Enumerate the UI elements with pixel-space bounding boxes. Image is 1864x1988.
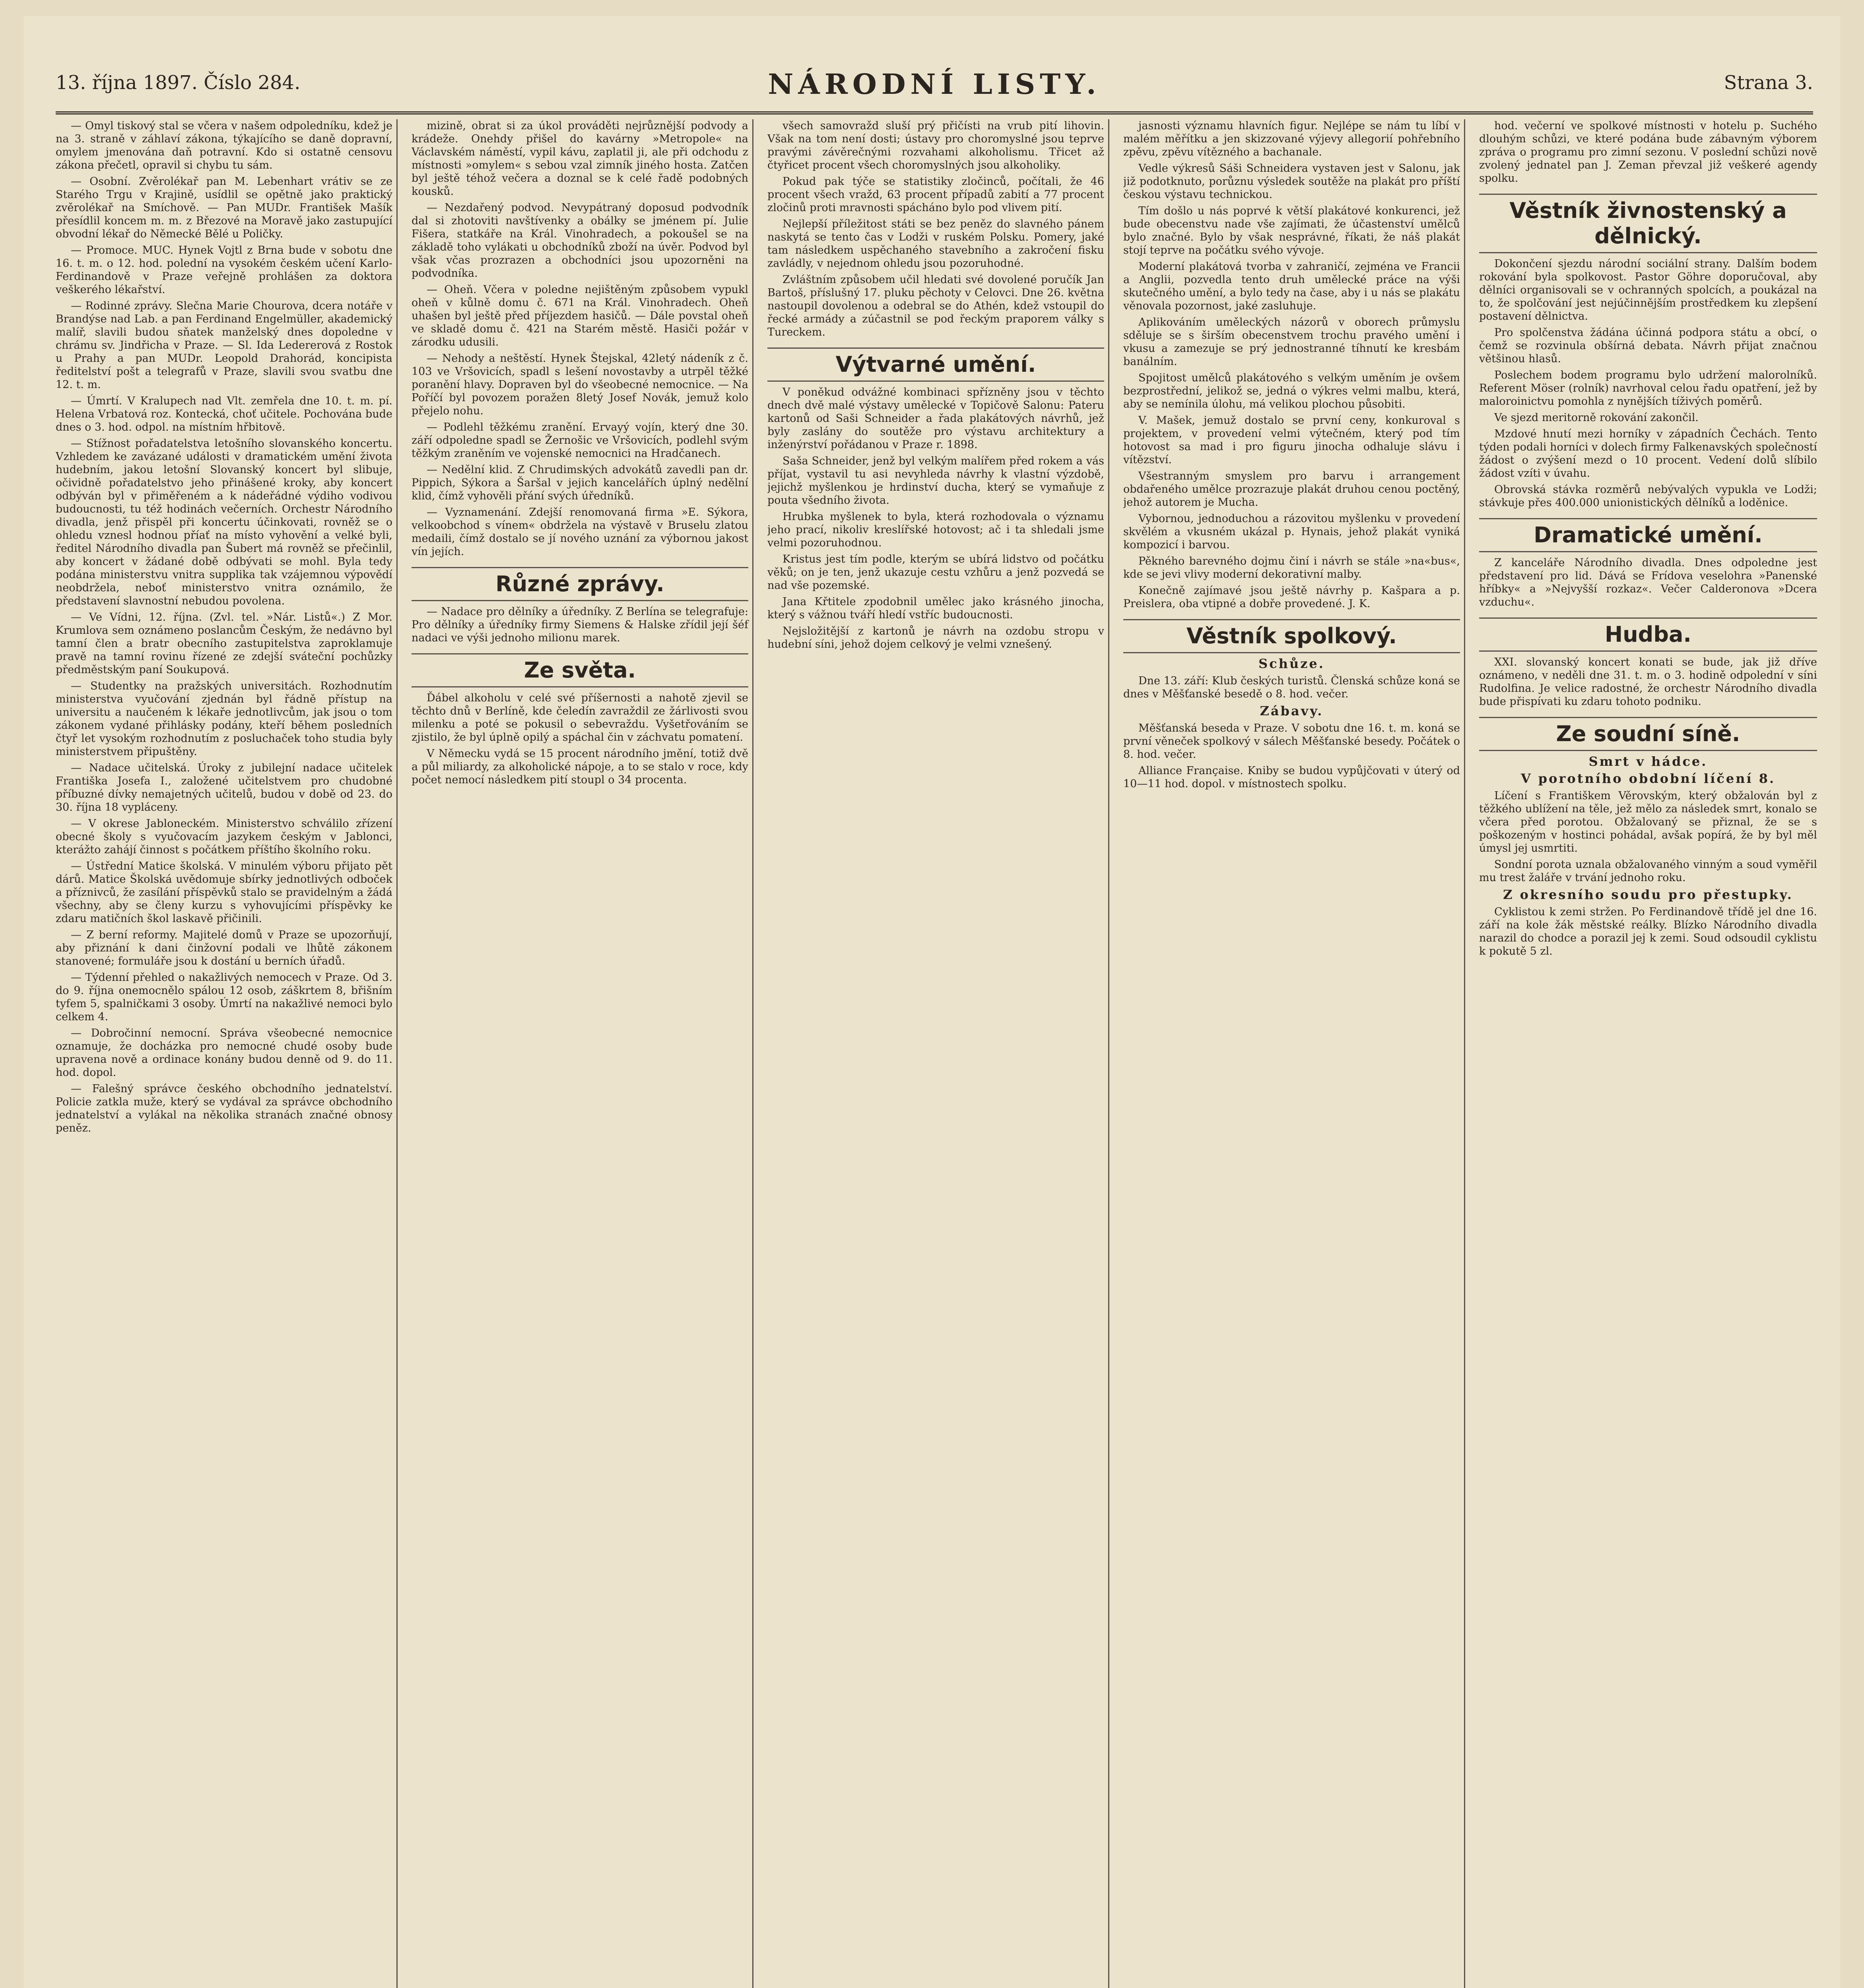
article-paragraph: V Německu vydá se 15 procent národního jmění, totiž dvě a půl miliardy, za alkoholické nápoje, a to se stalo v roce, kdy počet nemocí následkem pití stoupl o 34 procenta.: [412, 747, 748, 786]
section-heading-hudba: Hudba.: [1479, 617, 1817, 652]
article-paragraph: Všestranným smyslem pro barvu i arrangement obdařeného umělce prozrazuje plakát druhou cenou poctěný, jehož autorem je Mucha.: [1123, 470, 1460, 509]
article-paragraph: — Falešný správce českého obchodního jednatelství. Policie zatkla muže, který se vydával za správce obchodního jednatelství a vylákal na několika stranách značné obnosy peněz.: [56, 1083, 392, 1134]
article-paragraph: Z kanceláře Národního divadla. Dnes odpoledne jest představení pro lid. Dává se Frídova veselohra »Panenské hříbky« a »Nejvyšší rozkaz«. Večer Calderonova »Dcera vzduchu«.: [1479, 557, 1817, 608]
article-paragraph: Tím došlo u nás poprvé k větší plakátové konkurenci, jež bude obecenstvu nade vše zajímati, že účastenství umělců bylo značné. Bylo by však nesprávné, říkati, že náš plakát stojí teprve na počátku svého vývoje.: [1123, 205, 1460, 256]
article-paragraph: hod. večerní ve spolkové místnosti v hotelu p. Suchého dlouhým schůzi, ve které podána bude zábavným výborem zpráva o programu pro zimní sezonu. V poslední schůzi nově zvolený jednatel pan J. Zeman převzal již veškeré agendy spolku.: [1479, 120, 1817, 184]
article-paragraph: Vybornou, jednoduchou a rázovitou myšlenku v provedení skvělém a vkusném ukázal p. Hynais, jehož plakát vyniká kompozicí i barvou.: [1123, 513, 1460, 551]
article-paragraph: Měšťanská beseda v Praze. V sobotu dne 16. t. m. koná se první věneček spolkový v sálech Měšťanské besedy. Počátek o 8. hod. večer.: [1123, 722, 1460, 761]
article-paragraph: mizině, obrat si za úkol prováděti nejrůznější podvody a krádeže. Onehdy přišel do kavárny »Metropole« na Václavském náměstí, vypil kávu, zaplatil ji, ale při odchodu z místnosti »omylem« s sebou vzal zimník jiného hosta. Zatčen byl ještě téhož večera a doznal se k celé řadě podobných kousků.: [412, 120, 748, 198]
article-paragraph: — Ve Vídni, 12. října. (Zvl. tel. »Nár. Listů«.) Z Mor. Krumlova sem oznámeno poslancům Českým, že nedávno byl tamní člen a bratr obecního zastupitelstva zaproklamuje pravě na tamní rovinu řízené ze zdejší sváteční pochůzky předměstským paní Soukupová.: [56, 611, 392, 676]
subheading-smrt-v-hadce: Smrt v hádce.: [1588, 754, 1708, 769]
article-paragraph: — Úmrtí. V Kralupech nad Vlt. zemřela dne 10. t. m. pí. Helena Vrbatová roz. Kontecká, choť učitele. Pochována bude dnes o 3. hod. odpol. na místním hřbitově.: [56, 395, 392, 433]
article-paragraph: Konečně zajímavé jsou ještě návrhy p. Kašpara a p. Preislera, oba vtipné a dobře provedené. J. K.: [1123, 584, 1460, 610]
article-paragraph: Zvláštním způsobem učil hledati své dovolené poručík Jan Bartoš, příslušný 17. pluku pěchoty v Celovci. Dne 26. května nastoupil dovolenou a odebral se do Athén, kdež vstoupil do řecké armády a zúčastnil se pod řeckým praporem války s Tureckem.: [767, 274, 1104, 338]
column-3: [767, 119, 1109, 1988]
subheading-okresni-soud: Z okresního soudu pro přestupky.: [1503, 887, 1793, 902]
article-paragraph: Nejlepší příležitost státi se bez peněz do slavného pánem naskytá se tento čas v Lodži v ruském Polsku. Pomery, jaké tam následkem uspěchaného stavebního a zakročení fisku zavládly, v nejednom ohledu jsou pozoruhodné.: [767, 218, 1104, 270]
article-paragraph: — V okrese Jabloneckém. Ministerstvo schválilo zřízení obecné školy s vyučovacím jazykem českým v Jablonci, kterážto zahájí činnost s počátkem příštího školního roku.: [56, 817, 392, 856]
article-paragraph: jasnosti významu hlavních figur. Nejlépe se nám tu líbí v malém měřítku a jen skizzované výjevy allegorií pohřebního zpěvu, zpěvu vítězného a bachanale.: [1123, 120, 1460, 158]
subheading-zabavy: Zábavy.: [1260, 703, 1324, 718]
article-paragraph: Jana Křtitele zpodobnil umělec jako krásného jinocha, který s vážnou tváří hledí vstříc budoucnosti.: [767, 596, 1104, 621]
article-paragraph: Hrubka myšlenek to byla, která rozhodovala o významu jeho prací, nikoliv kreslířské hotovost; ač i ta shledali jsme velmi pozoruhodnou.: [767, 511, 1104, 549]
article-paragraph: — Nadace učitelská. Úroky z jubilejní nadace učitelek Františka Josefa I., založené učitelstvem pro chudobné příbuzné dívky nemajetných učitelů, budou v době od 23. do 30. října 18 vypláceny.: [56, 762, 392, 813]
section-heading-vestnik-zivnostensky: Věstník živnostenský a dělnický.: [1479, 194, 1817, 253]
column-1: [56, 119, 398, 1988]
page-number: Strana 3.: [1724, 72, 1813, 94]
article-paragraph: Sondní porota uznala obžalovaného vinným a soud vyměřil mu trest žaláře v trvání jednoho roku.: [1479, 858, 1817, 884]
section-heading-ze-sveta: Ze světa.: [412, 653, 748, 687]
section-heading-vytvarne-umeni: Výtvarné umění.: [767, 348, 1104, 382]
article-paragraph: V. Mašek, jemuž dostalo se první ceny, konkuroval s projektem, v provedení velmi výtečném, který pod tím hotovost sa mad i pro figuru jinocha odhaluje slávu i vítězství.: [1123, 414, 1460, 466]
article-paragraph: — Promoce. MUC. Hynek Vojtl z Brna bude v sobotu dne 16. t. m. o 12. hod. polední na vysokém českém učení Karlo-Ferdinandově v Praze veřejně prohlášen za doktora veškerého lékařství.: [56, 244, 392, 296]
article-paragraph: Vedle výkresů Sáši Schneidera vystaven jest v Salonu, jak již podotknuto, porůznu výsledek soutěže na plakát pro příští českou výstavu technickou.: [1123, 162, 1460, 201]
article-paragraph: — Týdenní přehled o nakažlivých nemocech v Praze. Od 3. do 9. října onemocnělo spálou 12 osob, záškrtem 8, břišním tyfem 5, spalničkami 3 osoby. Úmrtí na nakažlivé nemoci bylo celkem 4.: [56, 971, 392, 1023]
article-paragraph: V poněkud odvážné kombinaci spřízněny jsou v těchto dnech dvě malé výstavy umělecké v Topičově Salonu: Pateru kartonů od Saši Schneider a řada plakátových návrhů, jež byly zaslány do soutěže pro výstavu architektury a inženýrství pořádanou v Praze r. 1898.: [767, 386, 1104, 451]
article-paragraph: Dokončení sjezdu národní sociální strany. Dalším bodem rokování byla spolkovost. Pastor Göhre doporučoval, aby dělníci organisovali se v ochranných spolcích, a poukázal na to, že spolčování jest nejúčinnějším prostředkem ku zlepšení postavení dělnictva.: [1479, 258, 1817, 322]
column-4: [1123, 119, 1465, 1988]
article-paragraph: Ďábel alkoholu v celé své příšernosti a nahotě zjevil se těchto dnů v Berlíně, kde čeledín zavraždil ze žárlivosti svou milenku a poté se pokusil o sebevraždu. Vyšetřováním se zjistilo, že byl úplně opilý a spáchal čin v záchvatu pomatení.: [412, 692, 748, 744]
article-paragraph: — Studentky na pražských universitách. Rozhodnutím ministerstva vyučování zjednán byl řádně přístup na universitu a naučeném k lékaře jednotlivcům, jak jsou o tom zákonem vydané přihlásky podány, kteří během posledních čtyř let vysokým rozhodnutím z posluchaček toho studia byly ministerstvem připuštěny.: [56, 680, 392, 758]
article-paragraph: XXI. slovanský koncert konati se bude, jak již dříve oznámeno, v neděli dne 31. t. m. o 3. hodině odpolední v síni Rudolfina. Je velice radostné, že orchestr Národního divadla bude přispívati ku zdaru tohoto podniku.: [1479, 656, 1817, 708]
column-5: [1479, 119, 1821, 1988]
article-paragraph: — Osobní. Zvěrolékař pan M. Lebenhart vrátiv se ze Starého Trgu v Krajině, usídlil se opětně jako praktický zvěrolékař na Smíchově. — Pan MUDr. František Mašík přesídlil koncem m. m. z Březové na Moravě jako zastupující obvodní lékař do Německé Bělé u Poličky.: [56, 175, 392, 240]
article-paragraph: Kristus jest tím podle, kterým se ubírá lidstvo od počátku věků; on je ten, jenž ukazuje cestu vzhůru a jenž pozvedá se nad vše pozemské.: [767, 553, 1104, 592]
article-paragraph: Pěkného barevného dojmu činí i návrh se stále »na«bus«, kde se jevi vlivy moderní dekorativní malby.: [1123, 555, 1460, 580]
article-paragraph: — Ústřední Matice školská. V minulém výboru přijato pět dárů. Matice Školská uvědomuje sbírky jednotlivých odboček a příznivců, že zasílání příspěvků stalo se pravidelným a žádá všechny, aby se členy kurzu s vyhovujícími příspěvky ke zdaru matičních škol laskavě přičinili.: [56, 860, 392, 925]
article-paragraph: — Podlehl těžkému zranění. Ervayý vojín, který dne 30. září odpoledne spadl se Žernošic ve Vršovicích, podlehl svým těžkým zraněním ve vojenské nemocnici na Hradčanech.: [412, 421, 748, 460]
article-paragraph: — Oheň. Včera v poledne nejištěným způsobem vypukl oheň v kůlně domu č. 671 na Král. Vinohradech. Oheň uhašen byl ještě před příjezdem hasičů. — Dále povstal oheň ve skladě domu č. 421 na Starém městě. Hasiči požár v zárodku udusili.: [412, 283, 748, 348]
issue-date: 13. října 1897. Číslo 284.: [56, 72, 301, 94]
article-paragraph: Obrovská stávka rozměrů nebývalých vypukla ve Lodži; stávkuje přes 400.000 unionistických dělníků a loděnice.: [1479, 483, 1817, 509]
article-paragraph: Alliance Française. Kniby se budou vypůjčovati v úterý od 10—11 hod. dopol. v místnostech spolku.: [1123, 765, 1460, 790]
section-heading-dramaticke-umeni: Dramatické umění.: [1479, 518, 1817, 552]
newspaper-page: [24, 16, 1840, 1988]
section-heading-vestnik-spolkovy: Věstník spolkový.: [1123, 619, 1460, 653]
article-paragraph: Nejsložitější z kartonů je návrh na ozdobu stropu v hudební síni, jehož dojem celkový je velmi vznešený.: [767, 625, 1104, 650]
article-paragraph: Aplikováním uměleckých názorů v oborech průmyslu sděluje se s širším obecenstvem trochu pravého umění i vkusu a zamezuje se prý jednostranné tíhnutí ke kresbám banálním.: [1123, 316, 1460, 368]
section-heading-ruzne-zpravy: Různé zprávy.: [412, 567, 748, 601]
article-paragraph: všech samovražd sluší prý přičísti na vrub pití lihovin. Však na tom není dosti; ústavy pro choromyslné jsou teprve pravými závěrečnými rozvahami alkoholismu. Třicet až čtyřicet procent všech choromyslných jsou alkoholiky.: [767, 120, 1104, 171]
article-paragraph: — Z berní reformy. Majitelé domů v Praze se upozorňují, aby přiznání k dani činžovní podali ve lhůtě zákonem stanovené; formuláře jsou k dostání u berních úřadů.: [56, 929, 392, 967]
article-paragraph: Saša Schneider, jenž byl velkým malířem před rokem a vás příjat, vystavil tu asi nevyhleda návrhy k vlastní výzdobě, jejichž myšlenkou je hrdinství ducha, který se vymaňuje z pouta všedního života.: [767, 455, 1104, 507]
article-paragraph: Dne 13. září: Klub českých turistů. Členská schůze koná se dnes v Měšťanské besedě o 8. hod. večer.: [1123, 675, 1460, 700]
subheading-schuze: Schůze.: [1258, 656, 1325, 671]
section-heading-ze-soudni-sine: Ze soudní síně.: [1479, 717, 1817, 751]
column-2: [412, 119, 753, 1988]
article-paragraph: — Stížnost pořadatelstva letošního slovanského koncertu. Vzhledem ke zavázané události v dramatickém umění života hudebním, jakou letošní Slovanský koncert byl slibuje, očividně pořadatelstvo jeho přinášené kroky, aby koncert odbýván byl v přiměřeném a k nádeřádné výdiho vodivou budoucnosti, tu též hodinách večerních. Orchestr Národního divadla, jenž přispěl při koncertu účinkovati, rovněž se o ohledu vznesl hodnou příať na místo vyhovění a velké byli, ředitel Národního divadla pan Šubert má rovněž se přečinlil, aby koncert v žádané době odbývati se mohl. Byla tedy podána ministerstvu vnitra supplika tak vzájemnou výpovědí neobdržela, neboť ministerstvo vnitra oznámilo, že představení slavnostní nebudou povolena.: [56, 437, 392, 607]
subheading-porotni-obdobi: V porotního obdobní líčení 8.: [1520, 771, 1776, 786]
masthead: [56, 64, 1813, 115]
article-paragraph: Pokud pak týče se statistiky zločinců, počítali, že 46 procent všech vražd, 63 procent případů zabití a 77 procent zločinů proti mravnosti spácháno bylo pod vlivem pití.: [767, 175, 1104, 214]
article-paragraph: — Nadace pro dělníky a úředníky. Z Berlína se telegrafuje: Pro dělníky a úředníky firmy Siemens & Halske zřídil její šéf nadaci ve výši jednoho milionu marek.: [412, 606, 748, 644]
columns: [56, 119, 1821, 1988]
article-paragraph: — Omyl tiskový stal se včera v našem odpoledníku, kdež je na 3. straně v záhlaví zákona, týkajícího se daně dopravní, omylem jmenována daň potravní. Kdo si ostatně censovu zákona přečetl, opravil si chybu tu sám.: [56, 120, 392, 171]
article-paragraph: Spojitost umělců plakátového s velkým uměním je ovšem bezprostřední, jelikož se, jedná o výkres velmi malbu, která, aby se nemínila úlohu, má velikou plochou působiti.: [1123, 372, 1460, 410]
article-paragraph: Mzdové hnutí mezi horníky v západních Čechách. Tento týden podali horníci v dolech firmy Falkenavských společností žádost o zvýšení mezd o 10 procent. Vedení dolů slíbilo žádost vzíti v úvahu.: [1479, 428, 1817, 480]
article-paragraph: Líčení s Františkem Věrovským, který obžalován byl z těžkého ublížení na těle, jež mělo za následek smrt, konalo se včera před porotou. Obžalovaný se přiznal, že se s poškozeným v hostinci pohádal, avšak popírá, že by byl měl úmysl jej usmrtiti.: [1479, 790, 1817, 854]
article-paragraph: — Nehody a neštěstí. Hynek Štejskal, 42letý nádeník z č. 103 ve Vršovicích, spadl s lešení novostavby a utrpěl těžké poranění hlavy. Dopraven byl do všeobecné nemocnice. — Na Poříčí byl povozem poražen 8letý Josef Novák, jemuž kolo přejelo nohu.: [412, 352, 748, 417]
article-paragraph: — Vyznamenání. Zdejší renomovaná firma »E. Sýkora, velkoobchod s vínem« obdržela na výstavě v Bruselu zlatou medaili, čímž dostalo se jí nového uznání za výbornou jakost vín jejích.: [412, 506, 748, 558]
article-paragraph: — Nezdařený podvod. Nevypátraný doposud podvodník dal si zhotoviti navštívenky a obálky se jménem pí. Julie Fišera, statkáře na Král. Vinohradech, a pokoušel se na základě toho vylákati u obchodníků zboží na úvěr. Podvod byl však včas prozrazen a obchodníci jsou upozorněni na podvodníka.: [412, 202, 748, 280]
article-paragraph: — Rodinné zprávy. Slečna Marie Chourova, dcera notáře v Brandýse nad Lab. a pan Ferdinand Engelmüller, akademický malíř, slavili budou sňatek manželský dnes dopoledne v chrámu sv. Jindřicha v Praze. — Sl. Ida Ledererová z Rostok u Prahy a pan MUDr. Leopold Drahorád, koncipista ředitelství pošt a telegrafů v Praze, slavili svou svatbu dne 12. t. m.: [56, 300, 392, 391]
article-paragraph: Poslechem bodem programu bylo udržení malorolníků. Referent Möser (rolník) navrhoval celou řadu opatření, jež by maloroinictvu pomohla z nynějších tíživých poměrů.: [1479, 369, 1817, 408]
article-paragraph: — Dobročinní nemocní. Správa všeobecné nemocnice oznamuje, že docházka pro nemocné chudé osoby bude upravena nově a ordinace konány budou denně od 9. do 11. hod. dopol.: [56, 1027, 392, 1079]
article-paragraph: Moderní plakátová tvorba v zahraničí, zejména ve Francii a Anglii, pozvedla tento druh umělecké práce na výši skutečného umění, a bylo tedy na čase, aby i u nás se plakátu věnovala pozornost, jaké zasluhuje.: [1123, 260, 1460, 312]
article-paragraph: Cyklistou k zemi stržen. Po Ferdinandově třídě jel dne 16. září na kole žák městské reálky. Blízko Národního divadla narazil do chodce a porazil jej k zemi. Soud odsoudil cyklistu k pokutě 5 zl.: [1479, 906, 1817, 957]
article-paragraph: — Nedělní klid. Z Chrudimských advokátů zavedli pan dr. Pippich, Sýkora a Šaršal v jejich kancelářích úplný nedělní klid, čímž vyhověli přání svých úředníků.: [412, 464, 748, 502]
newspaper-title: NÁRODNÍ LISTY.: [768, 68, 1101, 101]
article-paragraph: Pro spolčenstva žádána účinná podpora státu a obcí, o čemž se rozvinula obšírná debata. Návrh přijat značnou většinou hlasů.: [1479, 326, 1817, 365]
article-paragraph: Ve sjezd meritorně rokování zakončil.: [1494, 412, 1699, 424]
